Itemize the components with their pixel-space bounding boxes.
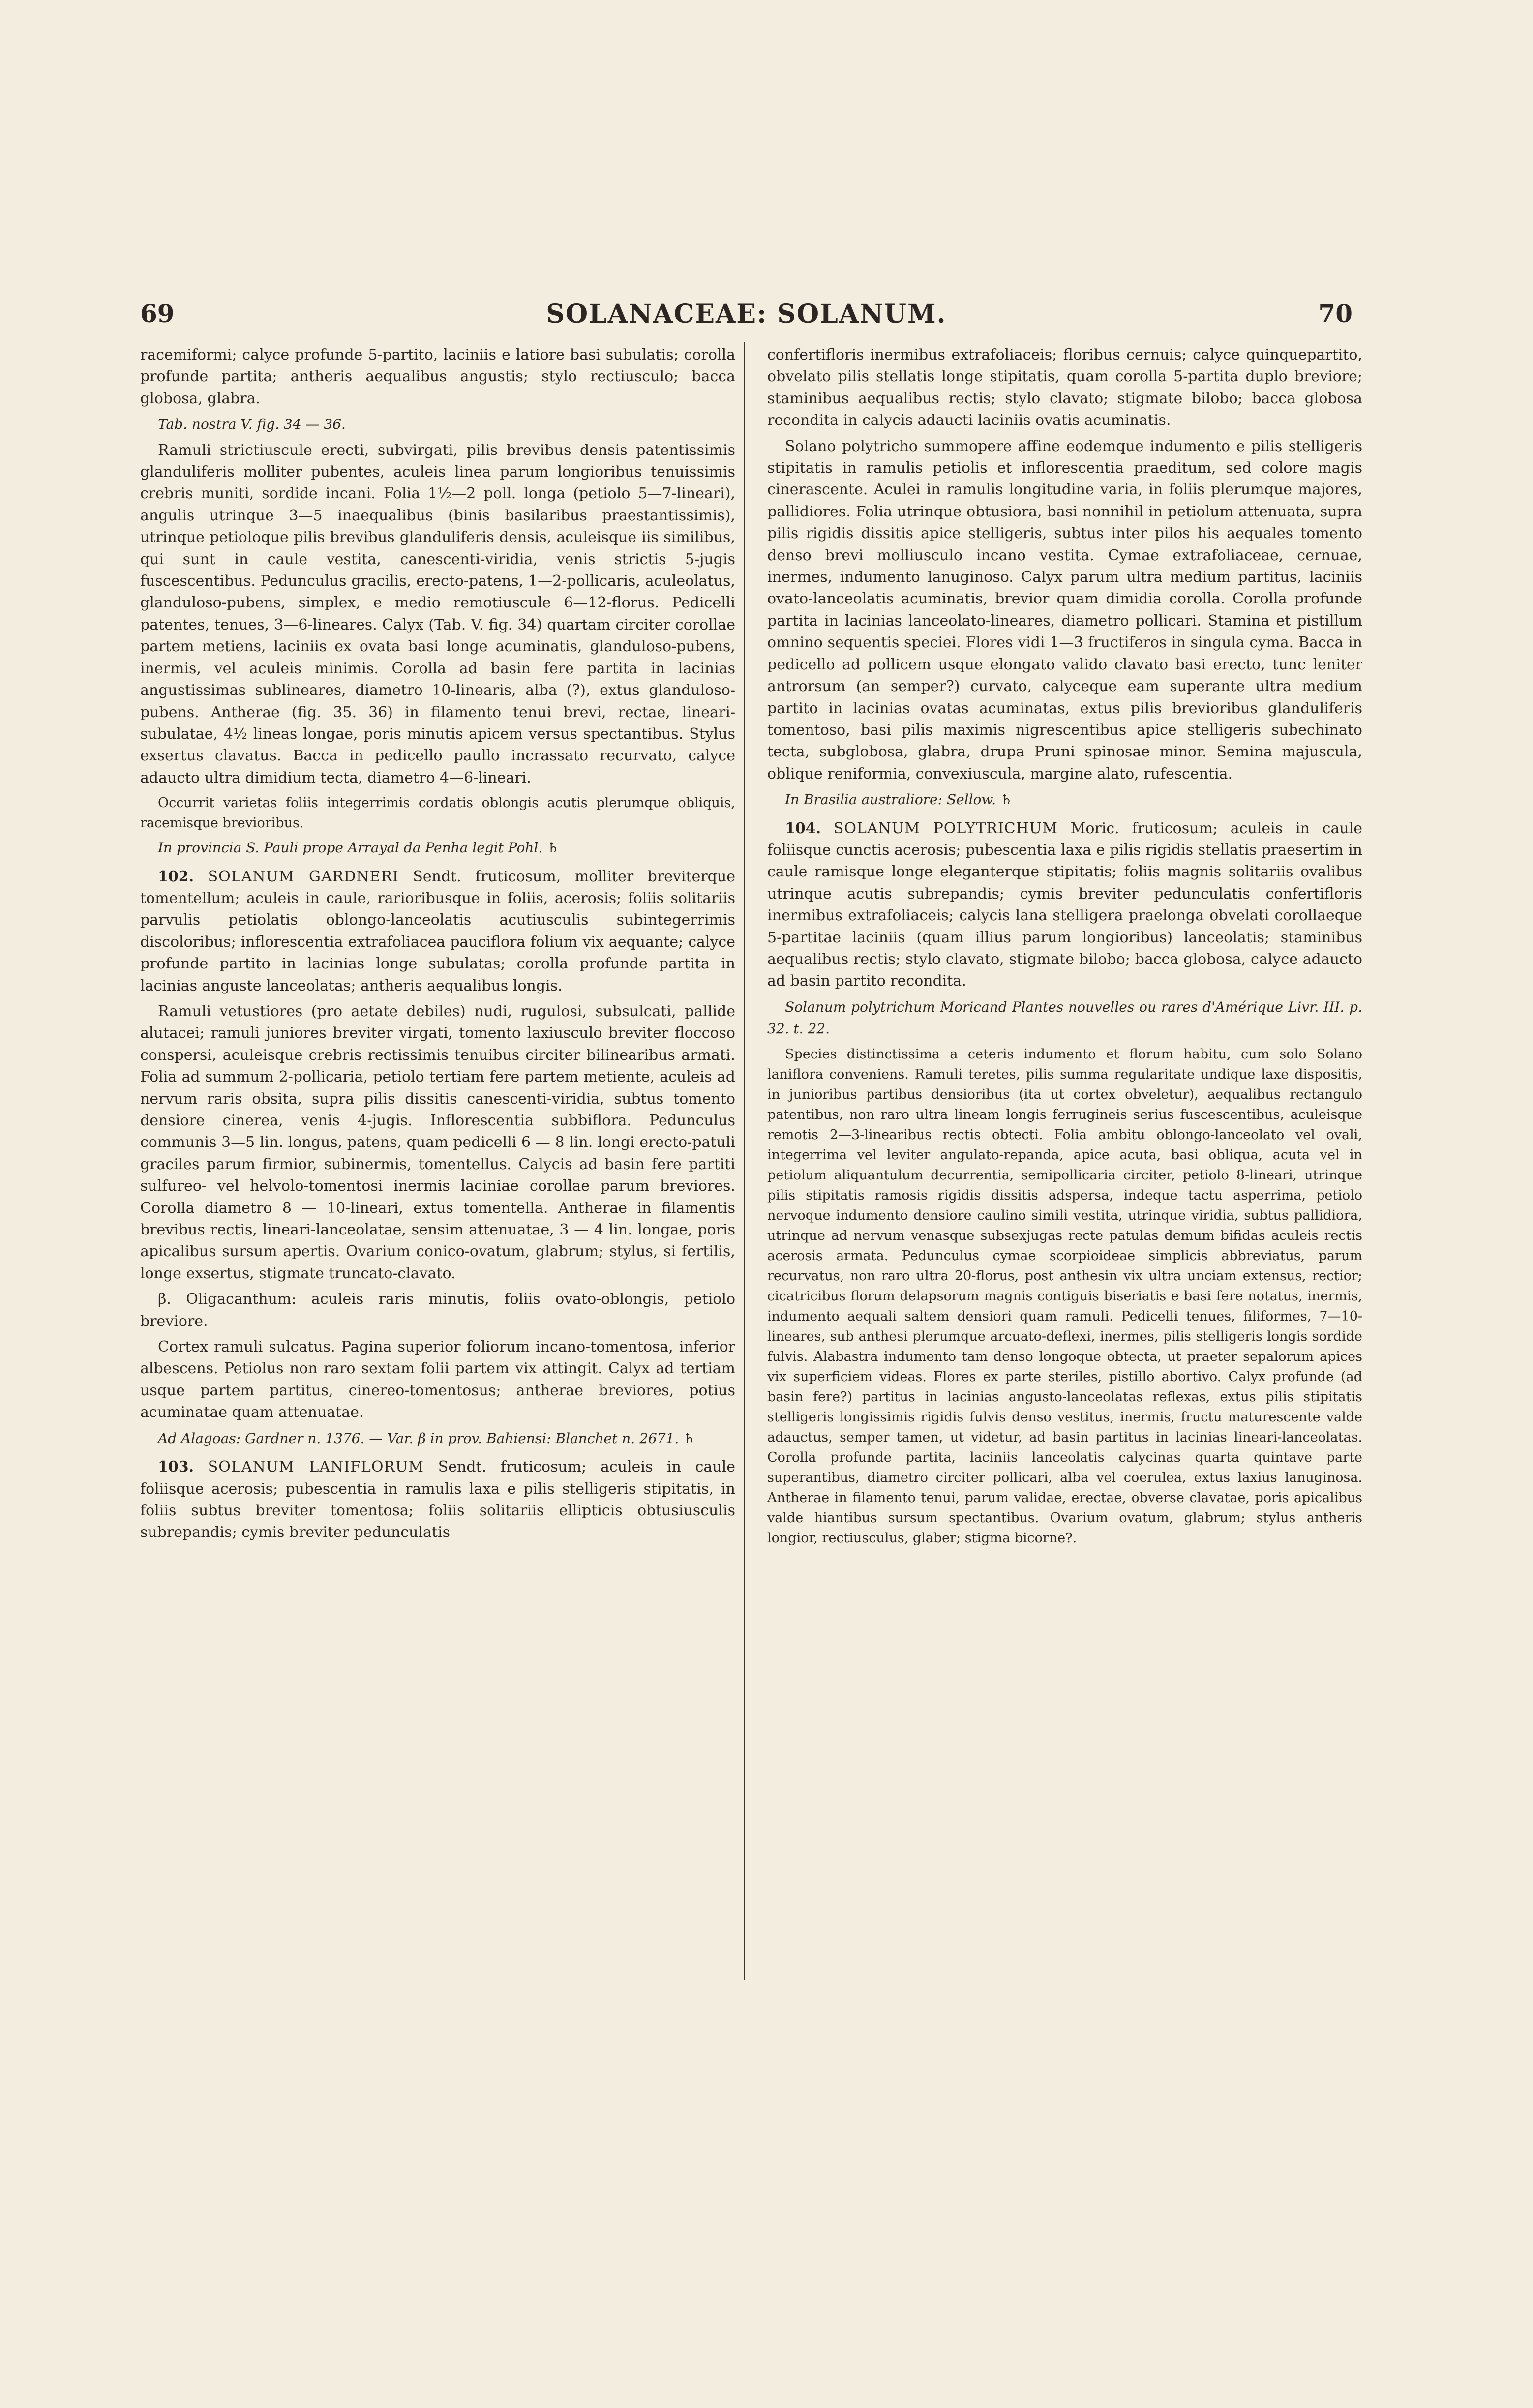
author: Moric. — [1070, 819, 1119, 837]
entry-number: 102. — [158, 868, 194, 885]
note: Species distinctissima a ceteris indumento et florum habitu, cum solo Solano laniflora conveniens. Ramuli teretes, pilis summa regularitate undique laxe dispositis, in junioribus partibus densioribus (ita ut cortex obveletur), aequalibus rectangulo patentibus, non raro ultra lineam longis ferrugineis serius fuscescentibus, aculeisque remotis 2—3-linearibus rectis obtecti. Folia ambitu oblongo-lanceolato vel ovali, integerrima vel leviter angulato-repanda, apice acuta, basi obliqua, acuta vel in petiolum aliquantulum decurrentia, semipollicaria circiter, petiolo 8-lineari, utrinque pilis stipitatis ramosis rigidis dissitis adspersa, indeque tactu asperrima, petiolo nervoque indumento densiore caulino simili vestita, utrinque viridia, subtus pallidiora, utrinque ad nervum venasque subsexjugas recte patulas demum bifidas aculeis rectis acerosis armata. Pedunculus cymae scorpioideae simplicis abbreviatus, parum recurvatus, non raro ultra 20-florus, post anthesin vix ultra unciam extensus, rectior; cicatricibus florum delapsorum magnis contiguis biseriatis e basi fere notatus, inermis, indumento aequali saltem densiori quam ramuli. Pedicelli tenues, filiformes, 7—10-lineares, sub anthesi plerumque arcuato-deflexi, inermes, pilis stelligeris longis sordide fulvis. Alabastra indumento tam denso longoque obtecta, ut praeter sepalorum apices vix superficiem videas. Flores ex parte steriles, pistillo abortivo. Calyx profunde (ad basin fere?) partitus in lacinias angusto-lanceolatas reflexas, extus pilis stipitatis stelligeris longissimis rigidis fulvis denso vestitus, inermis, fructu maturescente valde adauctus, semper tamen, ut videtur, ad basin partitus in lacinias lineari-lanceolatas. Corolla profunde partita, laciniis lanceolatis calycinas quarta quintave parte superantibus, diametro circiter pollicari, alba vel coerulea, extus laxius lanuginosa. Antherae in filamento tenui, parum validae, erectae, obverse clavatae, poris apicalibus valde hiantibus sursum spectantibus. Ovarium ovatum, glabrum; stylus antheris longior, rectiusculus, glaber; stigma bicorne?. — [767, 1046, 1362, 1546]
page-number-left: 69 — [140, 299, 175, 328]
page-header — [140, 299, 1353, 338]
entry-number: 104. — [785, 819, 821, 837]
note: Occurrit varietas foliis integerrimis cordatis oblongis acutis plerumque obliquis, racemisque brevioribus. — [140, 795, 735, 831]
diagnosis: fruticosum; aculeis in caule foliisque acerosis; pubescentia in ramulis laxa e pilis stelligeris stipitatis, in foliis subtus breviter tomentosa; foliis solitariis ellipticis obtusiusculis subrepandis; cymis breviter pedunculatis — [140, 1458, 735, 1541]
paragraph: Solano polytricho summopere affine eodemque indumento e pilis stelligeris stipitatis in ramulis petiolis et inflorescentia praeditum, sed colore magis cinerascente. Aculei in ramulis longitudine varia, in foliis plerumque majores, pallidiores. Folia utrinque obtusiora, basi nonnihil in petiolum attenuata, supra pilis rigidis dissitis apice stelligeris, subtus inter pilos his aequales tomento denso brevi molliusculo incano vestita. Cymae extrafoliaceae, cernuae, inermes, indumento lanuginoso. Calyx parum ultra medium partitus, laciniis ovato-lanceolatis acuminatis, brevior quam dimidia corolla. Corolla profunde partita in lacinias lanceolato-lineares, diametro pollicari. Stamina et pistillum omnino sequentis speciei. Flores vidi 1—3 fructiferos in singula cyma. Bacca in pedicello ad pollicem usque elongato valido clavato basi erecto, tunc leniter antrorsum (an semper?) curvato, calyceque eam superante ultra medium partito in lacinias ovatas acuminatas, extus pilis brevioribus glanduliferis tomentoso, basi pilis maximis nigrescentibus apice stelligeris subechinato tecta, subglobosa, glabra, drupa Pruni spinosae minor. Semina majuscula, oblique reniformia, convexiuscula, margine alato, rufescentia. — [767, 437, 1362, 783]
entry-number: 103. — [158, 1458, 194, 1476]
species-name: SOLANUM LANIFLORUM — [208, 1458, 424, 1476]
plate-reference: Tab. nostra V. fig. 34 — 36. — [158, 416, 346, 433]
species-entry-104 — [767, 818, 1362, 993]
paragraph: Ramuli strictiuscule erecti, subvirgati, pilis brevibus densis patentissimis glanduliferis molliter pubentes, aculeis linea parum longioribus tenuissimis crebris muniti, sordide incani. Folia 1½—2 poll. longa (petiolo 5—7-lineari), angulis utrinque 3—5 inaequalibus (binis basilaribus praestantissimis), utrinque petioloque pilis brevibus glanduliferis densis, aculeisque iis similibus, qui sunt in caule vestita, canescenti-viridia, venis strictis 5-jugis fuscescentibus. Pedunculus gracilis, erecto-patens, 1—2-pollicaris, aculeolatus, glanduloso-pubens, simplex, e medio remotiuscule 6—12-florus. Pedicelli patentes, tenues, 3—6-lineares. Calyx (Tab. V. fig. 34) quartam circiter corollae partem metiens, laciniis ex ovata basi longe acuminatis, glanduloso-pubens, inermis, vel aculeis minimis. Corolla ad basin fere partita in lacinias angustissimas sublineares, diametro 10-linearis, alba (?), extus glanduloso-pubens. Antherae (fig. 35. 36) in filamento tenui brevi, rectae, lineari-subulatae, 4½ lineas longae, poris minutis apicem versus spectantibus. Stylus exsertus clavatus. Bacca in pedicello paullo incrassato recurvato, calyce adaucto ultra dimidium tecta, diametro 4—6-lineari. — [140, 441, 735, 786]
diagnosis: fruticosum; aculeis in caule foliisque cunctis acerosis; pubescentia laxa e pilis rigidis stellatis praesertim in caule ramisque longe eleganterque stipitatis; foliis magnis solitariis ovalibus utrinque acutis subrepandis; cymis breviter pedunculatis confertifloris inermibus extrafoliaceis; calycis lana stelligera praelonga obvelati corollaeque 5-partitae laciniis (quam illius parum longioribus) lanceolatis; staminibus aequalibus rectis; stylo clavato, stigmate bilobo; bacca globosa, calyce adaucto ad basin partito recondita. — [767, 819, 1362, 990]
species-entry-103 — [140, 1456, 735, 1544]
left-column — [140, 344, 735, 1548]
locality: In Brasilia australiore: Sellow. ♄ — [785, 791, 1013, 808]
page-number-right: 70 — [1318, 299, 1353, 328]
species-name: SOLANUM POLYTRICHUM — [833, 819, 1058, 837]
running-title: SOLANACEAE: SOLANUM. — [546, 299, 947, 329]
paragraph: racemiformi; calyce profunde 5-partito, laciniis e latiore basi subulatis; corolla profunde partita; antheris aequalibus angustis; stylo rectiusculo; bacca globosa, glabra. — [140, 346, 735, 407]
diagnosis: fruticosum, molliter breviterque tomentellum; aculeis in caule, rarioribusque in foliis, acerosis; foliis solitariis parvulis petiolatis oblongo-lanceolatis acutiusculis subintegerrimis discoloribus; inflorescentia extrafoliacea pauciflora folium vix aequante; calyce profunde partito in lacinias longe subulatas; corolla profunde partita in lacinias anguste lanceolatas; antheris aequalibus longis. — [140, 868, 735, 994]
right-column — [767, 344, 1362, 1552]
paragraph: confertifloris inermibus extrafoliaceis; floribus cernuis; calyce quinquepartito, obvelato pilis stellatis longe stipitatis, quam corolla 5-partita duplo breviore; staminibus aequalibus rectis; stylo clavato; stigmate bilobo; bacca globosa recondita in calycis adaucti laciniis ovatis acuminatis. — [767, 346, 1362, 429]
locality: Ad Alagoas: Gardner n. 1376. — Var. β in prov. Bahiensi: Blanchet n. 2671. ♄ — [158, 1430, 696, 1446]
author: Sendt. — [413, 868, 461, 885]
species-entry-102 — [140, 866, 735, 997]
locality: In provincia S. Pauli prope Arrayal da Penha legit Pohl. ♄ — [158, 840, 560, 856]
literature-reference: Solanum polytrichum Moricand Plantes nouvelles ou rares d'Amérique Livr. III. p. 32. t. 22. — [767, 998, 1362, 1037]
paragraph: Cortex ramuli sulcatus. Pagina superior foliorum incano-tomentosa, inferior albescens. Petiolus non raro sextam folii partem vix attingit. Calyx ad tertiam usque partem partitus, cinereo-tomentosus; antherae breviores, potius acuminatae quam attenuatae. — [140, 1338, 735, 1421]
paragraph: Ramuli vetustiores (pro aetate debiles) nudi, rugulosi, subsulcati, pallide alutacei; ramuli juniores breviter virgati, tomento laxiusculo breviter floccoso conspersi, aculeisque crebris rectissimis tenuibus circiter bilinearibus armati. Folia ad summum 2-pollicaria, petiolo tertiam fere partem metiente, aculeis ad nervum raris obsita, supra pilis dissitis canescenti-viridia, subtus tomento densiore cinerea, venis 4-jugis. Inflorescentia subbiflora. Pedunculus communis 3—5 lin. longus, patens, quam pedicelli 6 — 8 lin. longi erecto-patuli graciles parum firmior, subinermis, tomentellus. Calycis ad basin fere partiti sulfureo- vel helvolo-tomentosi inermis laciniae corollae parum breviores. Corolla diametro 8 — 10-lineari, extus tomentella. Antherae in filamentis brevibus rectis, lineari-lanceolatae, sensim attenuatae, 3 — 4 lin. longae, poris apicalibus sursum apertis. Ovarium conico-ovatum, glabrum; stylus, si fertilis, longe exsertus, stigmate truncato-clavato. — [140, 1002, 735, 1282]
variety: β. Oligacanthum: aculeis raris minutis, foliis ovato-oblongis, petiolo breviore. — [140, 1291, 735, 1330]
author: Sendt. — [438, 1458, 487, 1476]
column-divider — [743, 342, 745, 1980]
species-name: SOLANUM GARDNERI — [208, 868, 399, 885]
